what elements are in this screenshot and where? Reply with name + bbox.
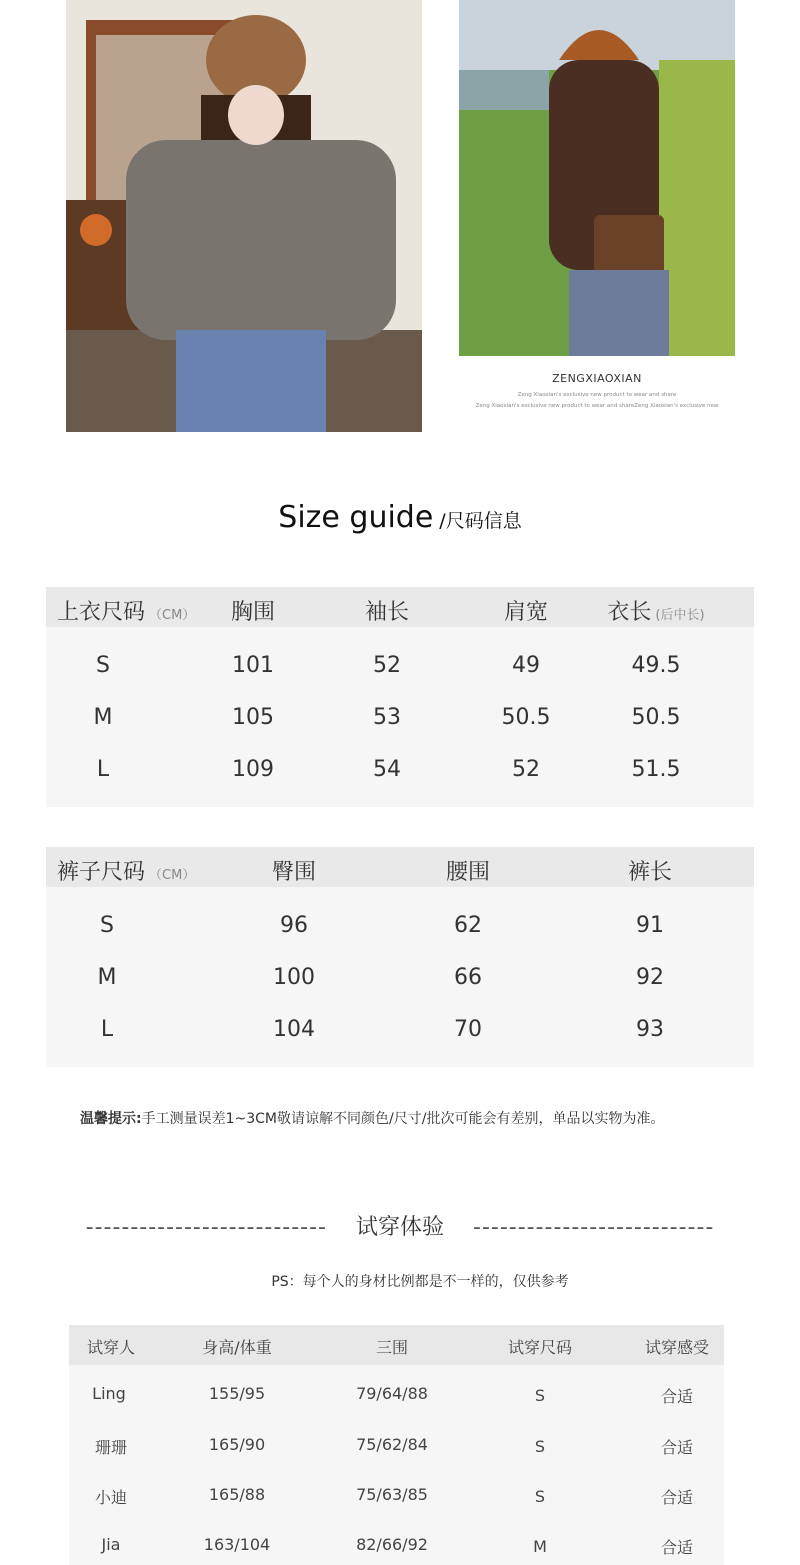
tryon-cell: 165/88 — [208, 1485, 266, 1504]
top-cell: 52 — [373, 653, 401, 678]
top-cell: 50.5 — [501, 705, 551, 730]
pants-cell: 66 — [454, 965, 482, 990]
top-cell: 52 — [512, 757, 540, 782]
top-cell: M — [93, 705, 113, 730]
tryon-cell: S — [534, 1437, 546, 1456]
tryon-title-row — [0, 1210, 800, 1241]
top-header-3: 肩宽 — [503, 600, 549, 625]
caption-line-2: Zeng Xiaoxian's exclusive new product to wear and shareZeng Xiaoxian's exclusive new — [475, 403, 719, 409]
top-cell: 50.5 — [631, 705, 681, 730]
top-header-2: 袖长 — [364, 600, 410, 625]
top-header-1: 胸围 — [230, 600, 276, 625]
pants-header-2: 腰围 — [445, 860, 491, 885]
tryon-table — [69, 1325, 724, 1565]
caption-line-1: Zeng Xiaoxian's exclusive new product to wear and share — [517, 392, 677, 398]
tryon-cell: 163/104 — [203, 1535, 271, 1554]
pants-cell: 70 — [454, 1017, 482, 1042]
pants-header-1: 臀围 — [271, 860, 317, 885]
pants-size-table — [46, 847, 754, 1067]
tryon-cell: 165/90 — [208, 1435, 266, 1454]
pants-cell: 93 — [636, 1017, 664, 1042]
tryon-cell: Jia — [101, 1535, 121, 1554]
top-cell: L — [96, 757, 110, 782]
pants-cell: 96 — [280, 913, 308, 938]
model-photo-right — [459, 0, 735, 356]
pants-cell: 62 — [454, 913, 482, 938]
tryon-note: PS：每个人的身材比例都是不一样的，仅供参考 — [271, 1274, 569, 1290]
notice-text: 手工测量误差1~3CM敬请谅解不同颜色/尺寸/批次可能会有差别，单品以实物为准。 — [141, 1111, 665, 1127]
pants-header-0: 裤子尺码 （CM） — [57, 860, 196, 885]
top-cell: S — [96, 653, 110, 678]
pants-header-3: 裤长 — [627, 860, 673, 885]
pants-cell: 100 — [273, 965, 315, 990]
tryon-dash-right: --------------------------- — [473, 1215, 715, 1240]
tryon-cell: 小迪 — [94, 1488, 128, 1507]
top-cell: 49 — [512, 653, 540, 678]
size-guide-title-cn: /尺码信息 — [439, 510, 522, 532]
top-cell: 109 — [232, 757, 274, 782]
brand-caption: ZENGXIAOXIAN — [552, 372, 642, 385]
model-photo-left — [66, 0, 422, 432]
top-cell: 49.5 — [631, 653, 681, 678]
size-guide-title — [0, 500, 800, 535]
tryon-cell: 82/66/92 — [356, 1535, 428, 1554]
tryon-header-4: 试穿感受 — [644, 1338, 710, 1357]
tryon-header-1: 身高/体重 — [202, 1338, 272, 1357]
tryon-cell: 75/62/84 — [356, 1435, 428, 1454]
size-guide-title-en: Size guide — [278, 500, 434, 535]
tryon-cell: S — [534, 1487, 546, 1506]
notice-label: 温馨提示: — [80, 1111, 142, 1127]
top-cell: 51.5 — [631, 757, 681, 782]
tryon-header-2: 三围 — [375, 1338, 409, 1357]
pants-cell: 92 — [636, 965, 664, 990]
pants-cell: M — [97, 965, 117, 990]
tryon-cell: 合适 — [660, 1488, 694, 1507]
notice — [80, 1108, 664, 1128]
tryon-cell: 合适 — [660, 1538, 694, 1557]
tryon-cell: 79/64/88 — [356, 1384, 428, 1403]
top-header-0: 上衣尺码 （CM） — [57, 600, 196, 625]
tryon-cell: 合适 — [660, 1387, 694, 1406]
pants-cell: 91 — [636, 913, 664, 938]
tryon-cell: 珊珊 — [94, 1438, 128, 1457]
top-cell: 54 — [373, 757, 401, 782]
tryon-cell: 75/63/85 — [356, 1485, 428, 1504]
tryon-title: 试穿体验 — [355, 1215, 444, 1240]
tryon-cell: 155/95 — [208, 1384, 266, 1403]
pants-cell: 104 — [273, 1017, 315, 1042]
top-cell: 53 — [373, 705, 401, 730]
unit-cm: （CM） — [149, 608, 196, 623]
tryon-cell: 合适 — [660, 1438, 694, 1457]
tryon-header-3: 试穿尺码 — [507, 1338, 573, 1357]
tryon-dash-left: --------------------------- — [85, 1215, 327, 1240]
top-cell: 101 — [232, 653, 274, 678]
unit-back-length: (后中长) — [655, 608, 705, 623]
pants-cell: S — [100, 913, 114, 938]
tryon-cell: S — [534, 1386, 546, 1405]
unit-cm: （CM） — [149, 868, 196, 883]
tryon-cell: M — [533, 1537, 547, 1556]
pants-cell: L — [100, 1017, 114, 1042]
top-size-table — [46, 587, 754, 807]
top-cell: 105 — [232, 705, 274, 730]
top-header-4: 衣长 (后中长) — [607, 600, 705, 625]
tryon-header-0: 试穿人 — [86, 1338, 136, 1357]
tryon-cell: Ling — [92, 1384, 126, 1403]
